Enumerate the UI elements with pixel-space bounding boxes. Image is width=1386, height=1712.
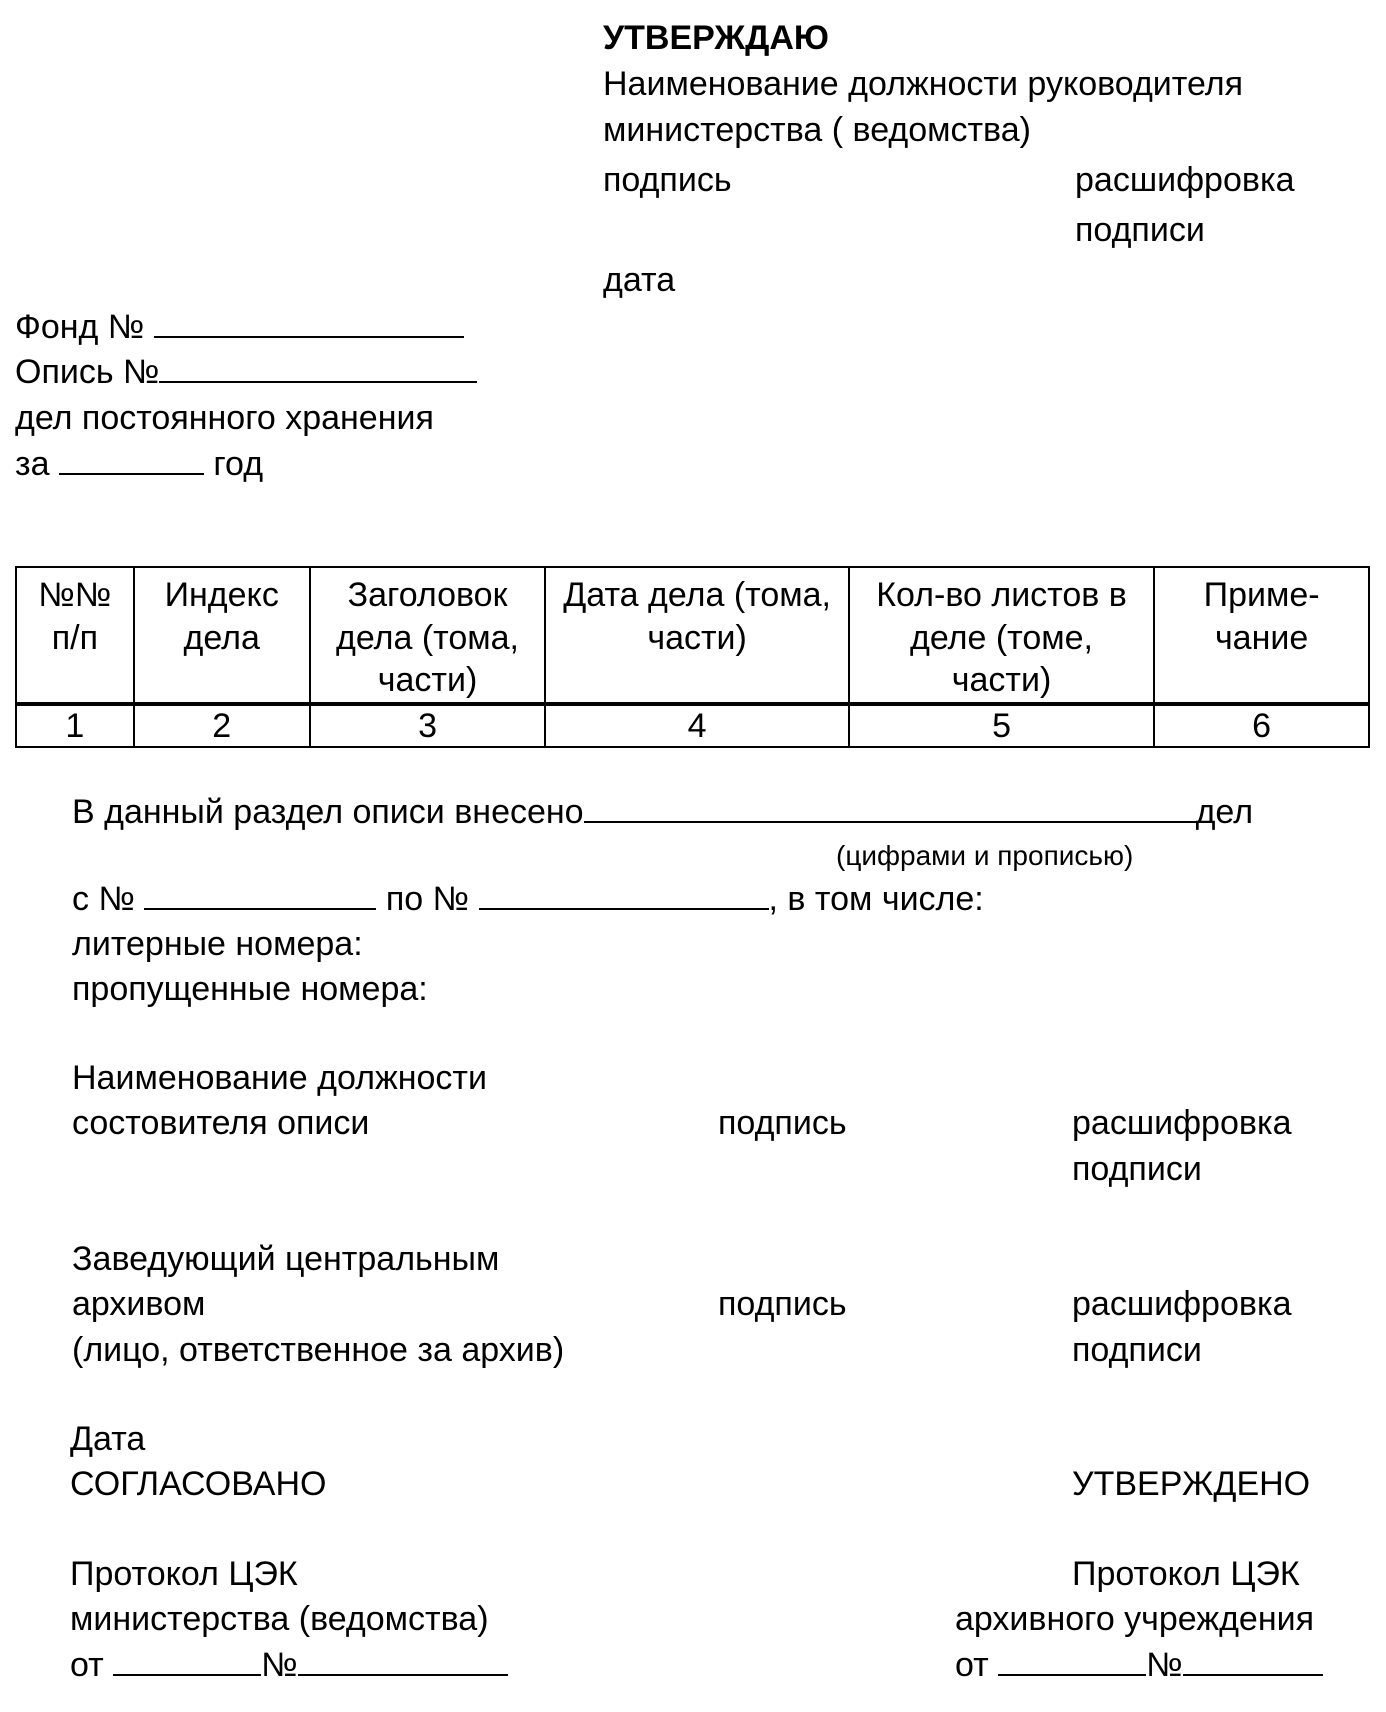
- right-org: архивного учреждения: [955, 1600, 1315, 1638]
- column-number-row: [16, 704, 1369, 747]
- approval-decode-line1: расшифровка: [1075, 161, 1295, 199]
- column-number: 2: [134, 704, 310, 747]
- entered-line: [72, 790, 1253, 834]
- left-date-field[interactable]: [113, 1644, 261, 1676]
- year-suffix: год: [213, 445, 264, 483]
- compiler-signature: подпись: [718, 1104, 847, 1142]
- from-label: с №: [72, 880, 135, 918]
- right-number-field[interactable]: [1183, 1644, 1323, 1676]
- column-number: 3: [310, 704, 546, 747]
- fond-number-field[interactable]: [154, 306, 464, 338]
- column-header: Индекс дела: [134, 567, 310, 704]
- footer-date-label: Дата: [70, 1420, 146, 1458]
- storage-label: дел постоянного хранения: [15, 399, 434, 437]
- fond-label: Фонд №: [15, 308, 145, 346]
- compiler-position-line2: состовителя описи: [72, 1104, 370, 1142]
- right-protocol: Протокол ЦЭК: [1072, 1555, 1300, 1593]
- archivist-line1: Заведующий центральным: [72, 1240, 500, 1278]
- opis-line: [15, 350, 477, 394]
- approval-heading: УТВЕРЖДАЮ: [603, 19, 829, 57]
- from-number-field[interactable]: [144, 878, 376, 910]
- right-from-label: от: [955, 1646, 989, 1684]
- entered-prefix: В данный раздел описи внесено: [72, 793, 584, 831]
- column-header: Дата дела (тома, части): [545, 567, 848, 704]
- agreed-label: СОГЛАСОВАНО: [70, 1465, 327, 1503]
- year-line: [15, 442, 263, 486]
- right-protocol-line: [955, 1643, 1323, 1687]
- left-org: министерства (ведомства): [70, 1600, 489, 1638]
- left-protocol: Протокол ЦЭК: [70, 1555, 298, 1593]
- approval-position-line1: Наименование должности руководителя: [603, 65, 1244, 103]
- archivist-signature: подпись: [718, 1285, 847, 1323]
- table-header-row: [16, 567, 1369, 704]
- left-no-label: №: [261, 1646, 298, 1684]
- archivist-line3: (лицо, ответственное за архив): [72, 1331, 565, 1369]
- fond-line: [15, 305, 464, 349]
- archivist-decode-line1: расшифровка: [1072, 1285, 1292, 1323]
- compiler-decode-line2: подписи: [1072, 1150, 1202, 1188]
- left-from-label: от: [70, 1646, 104, 1684]
- column-number: 6: [1154, 704, 1369, 747]
- missing-numbers-label: пропущенные номера:: [72, 970, 428, 1008]
- left-number-field[interactable]: [298, 1644, 508, 1676]
- approval-date: дата: [603, 261, 676, 299]
- right-date-field[interactable]: [998, 1644, 1146, 1676]
- opis-label: Опись №: [15, 353, 160, 391]
- to-label: по №: [385, 880, 470, 918]
- to-number-field[interactable]: [479, 878, 769, 910]
- column-number: 5: [849, 704, 1154, 747]
- approval-position-line2: министерства ( ведомства): [603, 111, 1031, 149]
- entered-suffix: дел: [1195, 793, 1254, 831]
- entered-count-field[interactable]: [584, 791, 1196, 823]
- approval-signature: подпись: [603, 161, 732, 199]
- including-label: , в том числе:: [768, 880, 984, 918]
- column-header: №№ п/п: [16, 567, 134, 704]
- entered-hint: (цифрами и прописью): [836, 840, 1134, 871]
- compiler-position-line1: Наименование должности: [72, 1059, 487, 1097]
- approval-decode-line2: подписи: [1075, 211, 1205, 249]
- column-number: 1: [16, 704, 134, 747]
- year-field[interactable]: [59, 443, 204, 475]
- column-header: Приме- чание: [1154, 567, 1369, 704]
- left-protocol-line: [70, 1643, 508, 1687]
- archivist-decode-line2: подписи: [1072, 1331, 1202, 1369]
- column-number: 4: [545, 704, 848, 747]
- column-header: Кол-во листов в деле (томе, части): [849, 567, 1154, 704]
- range-line: [72, 877, 984, 921]
- right-no-label: №: [1146, 1646, 1183, 1684]
- opis-number-field[interactable]: [159, 351, 477, 383]
- archivist-line2: архивом: [72, 1285, 206, 1323]
- year-prefix: за: [15, 445, 50, 483]
- column-header: Заголовок дела (тома, части): [310, 567, 546, 704]
- inventory-table: [15, 566, 1370, 748]
- approved-label: УТВЕРЖДЕНО: [1072, 1465, 1311, 1503]
- compiler-decode-line1: расшифровка: [1072, 1104, 1292, 1142]
- letter-numbers-label: литерные номера:: [72, 925, 363, 963]
